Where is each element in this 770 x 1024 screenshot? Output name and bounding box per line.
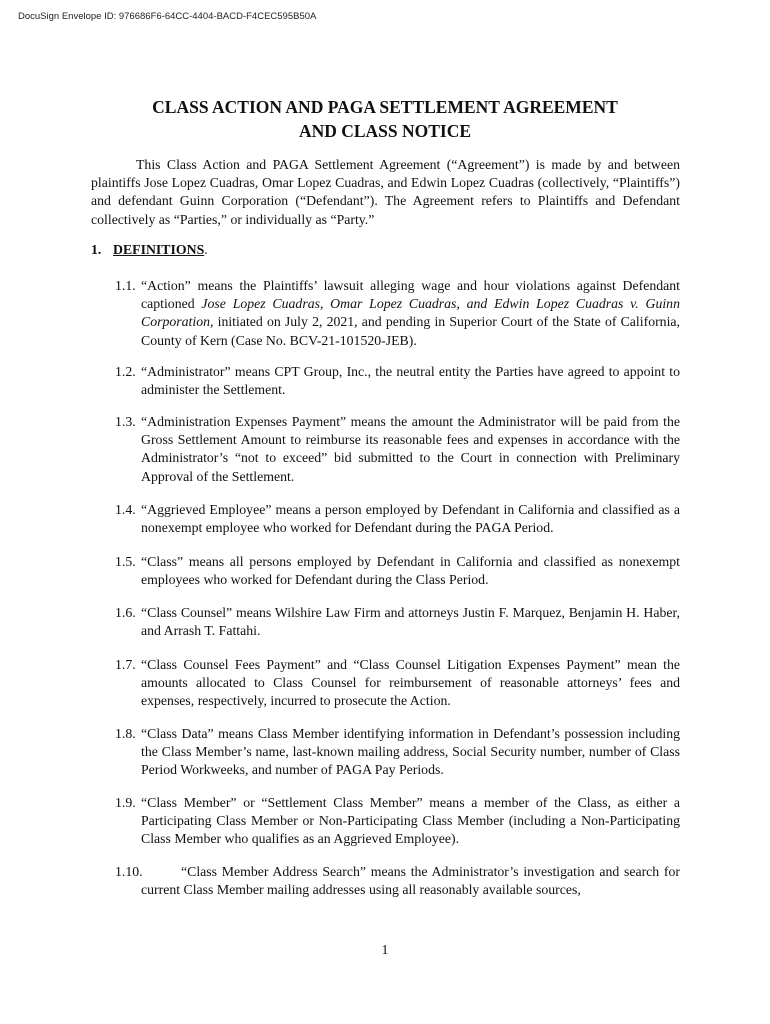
definition-item xyxy=(115,413,680,486)
definition-text: “Class Counsel Fees Payment” and “Class Counsel Litigation Expenses Payment” mean the amounts allocated to Class Counsel for reimbursement of reasonable attorneys’ fees and expenses, respectively, incurred to prosecute the Action. xyxy=(141,657,680,709)
definition-number: 1.7. xyxy=(115,657,136,672)
document-title-line-2: AND CLASS NOTICE xyxy=(298,121,472,141)
definition-number: 1.3. xyxy=(115,414,136,429)
definition-number: 1.9. xyxy=(115,795,136,810)
definition-text: “Aggrieved Employee” means a person employed by Defendant in California and classified as a nonexempt employee who worked for Defendant during the PAGA Period. xyxy=(141,502,680,536)
definition-text: “Class Member” or “Settlement Class Member” means a member of the Class, as either a Participating Class Member or Non-Participating Class Member (including a Non-Participating Class Member who qualifies as an Aggrieved Employee). xyxy=(141,795,680,847)
definition-item xyxy=(115,604,680,640)
page-number: 1 xyxy=(381,942,389,957)
section-number: 1. xyxy=(91,242,102,257)
definition-number: 1.6. xyxy=(115,605,136,620)
definition-number: 1.1. xyxy=(115,278,136,293)
definition-text xyxy=(115,277,680,350)
definition-item xyxy=(115,725,680,780)
definition-text-before: “Action” means the Plaintiffs’ lawsuit alleging wage and hour violations against Defendant captioned xyxy=(141,278,680,312)
definition-number: 1.10. xyxy=(115,864,143,879)
definition-text: “Class” means all persons employed by Defendant in California and classified as nonexempt employees who worked for Defendant during the Class Period. xyxy=(141,554,680,588)
definition-item xyxy=(115,863,680,899)
section-title-suffix: . xyxy=(204,242,208,257)
definition-text: “Class Counsel” means Wilshire Law Firm and attorneys Justin F. Marquez, Benjamin H. Haber, and Arrash T. Fattahi. xyxy=(141,605,680,639)
docusign-envelope-id: DocuSign Envelope ID: 976686F6-64CC-4404-BACD-F4CEC595B50A xyxy=(18,11,317,22)
definition-number: 1.5. xyxy=(115,554,136,569)
definition-item xyxy=(115,277,680,350)
definition-item xyxy=(115,656,680,711)
definition-text-after: initiated on July 2, 2021, and pending in Superior Court of the State of California, County of Kern (Case No. BCV-21-101520-JEB). xyxy=(141,314,680,348)
case-caption: Jose Lopez Cuadras, Omar Lopez Cuadras, and Edwin Lopez Cuadras v. Guinn Corporation, xyxy=(141,296,680,330)
definition-item xyxy=(115,794,680,849)
definition-text: “Administration Expenses Payment” means the amount the Administrator will be paid from the Gross Settlement Amount to reimburse its reasonable fees and expenses in accordance with the Administrator’s “not to exceed” bid submitted to the Court in connection with Preliminary Approval of the Settlement. xyxy=(141,414,680,484)
definition-text: “Class Member Address Search” means the Administrator’s investigation and search for current Class Member mailing addresses using all reasonably available sources, xyxy=(141,864,680,898)
definition-number: 1.4. xyxy=(115,502,136,517)
definition-number: 1.8. xyxy=(115,726,136,741)
definition-item xyxy=(115,553,680,589)
definition-item xyxy=(115,501,680,537)
definition-text: “Administrator” means CPT Group, Inc., the neutral entity the Parties have agreed to appoint to administer the Settlement. xyxy=(141,364,680,398)
document-title-line-1: CLASS ACTION AND PAGA SETTLEMENT AGREEMENT xyxy=(152,97,618,117)
definition-number: 1.2. xyxy=(115,364,136,379)
section-title: DEFINITIONS xyxy=(113,242,205,257)
definition-text: “Class Data” means Class Member identifying information in Defendant’s possession including the Class Member’s name, last-known mailing address, Social Security number, number of Class Period Workweeks, and number of PAGA Pay Periods. xyxy=(141,726,680,778)
definition-item xyxy=(115,363,680,399)
section-heading-definitions xyxy=(91,241,208,259)
intro-paragraph: This Class Action and PAGA Settlement Agreement (“Agreement”) is made by and between plaintiffs Jose Lopez Cuadras, Omar Lopez Cuadras, and Edwin Lopez Cuadras (collectively, “Plaintiffs”) and defendant Guinn Corporation (“Defendant”). The Agreement refers to Plaintiffs and Defendant collectively as “Parties,” or individually as “Party.” xyxy=(91,157,680,227)
